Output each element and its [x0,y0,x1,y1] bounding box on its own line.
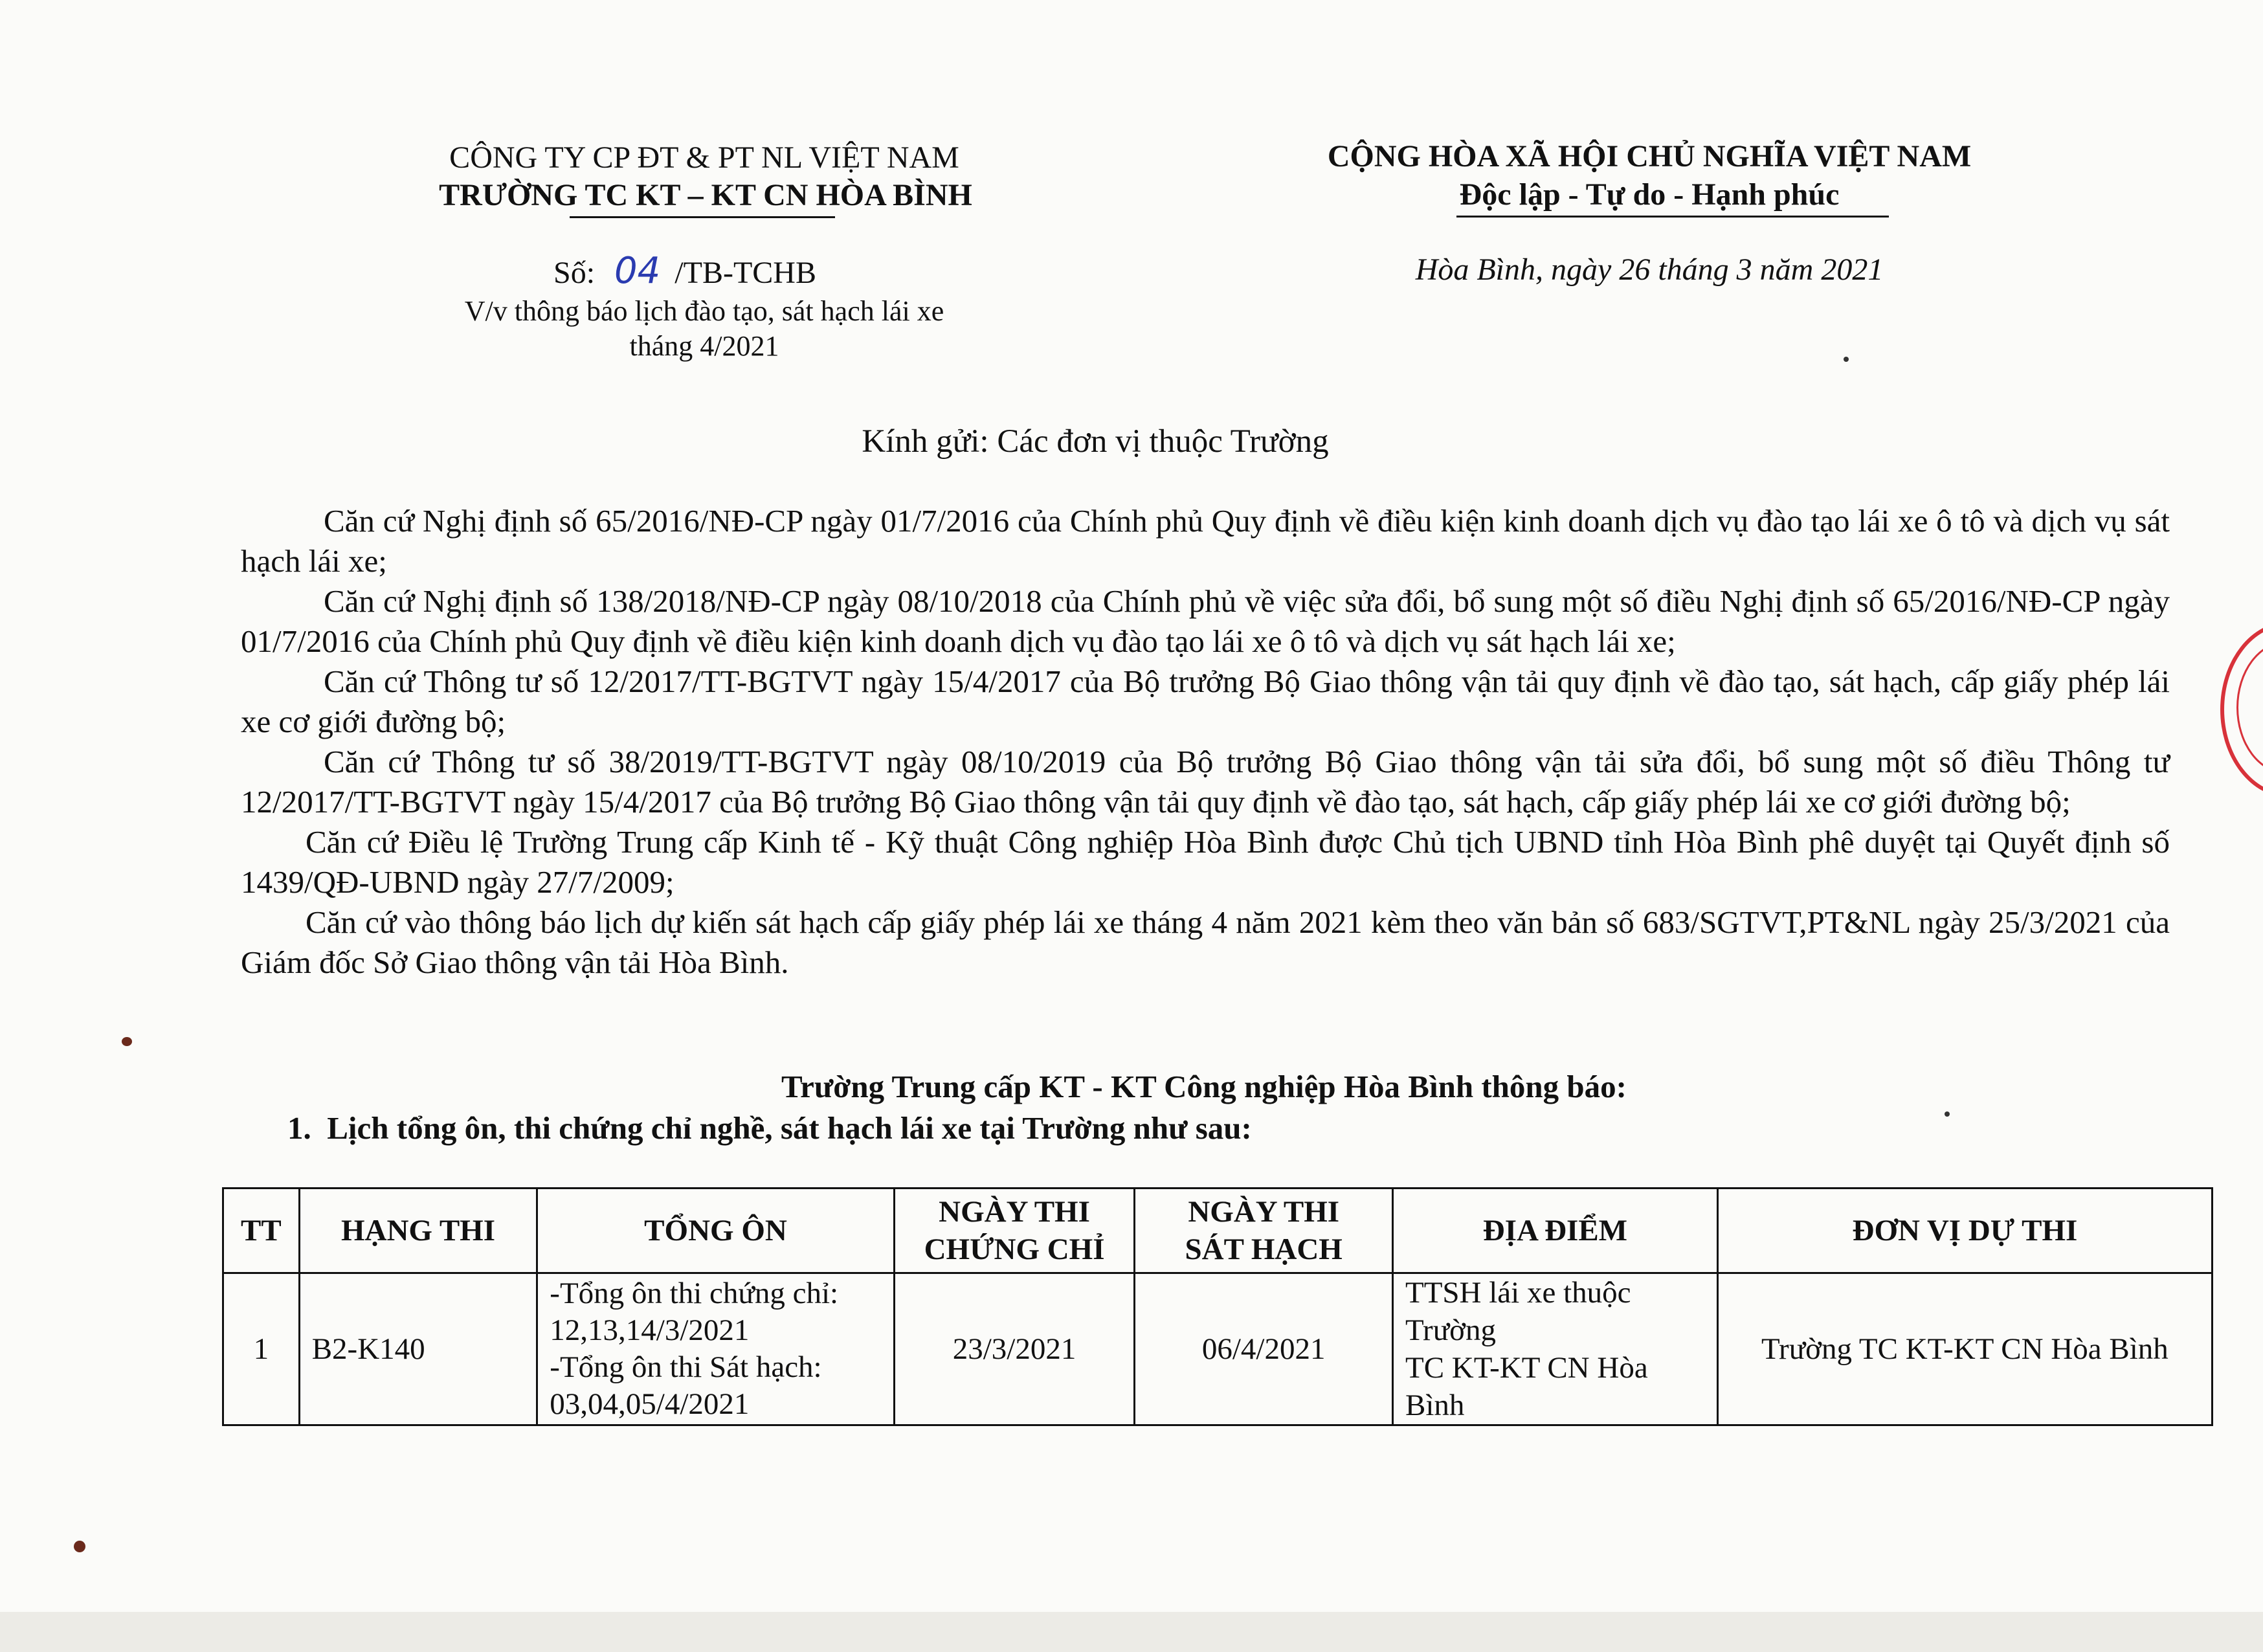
legal-basis-4: Căn cứ Thông tư số 38/2019/TT-BGTVT ngày 08/10/2019 của Bộ trưởng Bộ Giao thông vận tải sửa đổi, bổ sung một số điều Thông tư 12/2017/TT-BGTVT ngày 15/4/2017 của Bộ trưởng Bộ Giao thông vận tải quy định về đào tạo, sát hạch, cấp giấy phép lái xe cơ giới đường bộ; [241,744,2170,820]
subject-line-2: tháng 4/2021 [629,330,779,362]
company-name: CÔNG TY CP ĐT & PT NL VIỆT NAM [449,140,959,175]
cell-tong-on-line-3: -Tổng ôn thi Sát hạch: [550,1350,822,1384]
cell-don-vi: Trường TC KT-KT CN Hòa Bình [1717,1273,2212,1425]
schedule-table [222,1187,2213,1426]
cell-tong-on-line-2: 12,13,14/3/2021 [550,1313,750,1347]
section-1-heading: 1. Lịch tổng ôn, thi chứng chỉ nghề, sát hạch lái xe tại Trường như sau: [287,1110,1252,1146]
school-name: TRƯỜNG TC KT – KT CN HÒA BÌNH [439,178,972,212]
scan-bottom-edge [0,1612,2263,1652]
school-underline [570,216,835,218]
doc-number [553,251,816,293]
table-header-row [223,1189,2213,1273]
col-ngay-thi-sat-hach [1135,1189,1393,1273]
col-tt: TT [223,1189,300,1273]
place-date: Hòa Bình, ngày 26 tháng 3 năm 2021 [1415,252,1884,287]
nation-title: CỘNG HÒA XÃ HỘI CHỦ NGHĨA VIỆT NAM [1327,139,1972,173]
legal-basis-3: Căn cứ Thông tư số 12/2017/TT-BGTVT ngày 15/4/2017 của Bộ trưởng Bộ Giao thông vận tải quy định về đào tạo, sát hạch, cấp giấy phép lái xe cơ giới đường bộ; [241,664,2170,739]
cell-dia-diem-line-1: TTSH lái xe thuộc Trường [1405,1276,1631,1347]
nation-motto: Độc lập - Tự do - Hạnh phúc [1459,177,1840,212]
cell-tt: 1 [223,1273,300,1425]
cell-tong-on [537,1273,894,1425]
legal-basis-2: Căn cứ Nghị định số 138/2018/NĐ-CP ngày 08/10/2018 của Chính phủ về việc sửa đổi, bổ sung một số điều Nghị định số 65/2016/NĐ-CP ngày 01/7/2016 của Chính phủ Quy định về điều kiện kinh doanh dịch vụ đào tạo lái xe ô tô và dịch vụ sát hạch lái xe; [241,583,2170,659]
recipient: Kính gửi: Các đơn vị thuộc Trường [862,423,1329,460]
legal-bases [241,501,2170,983]
col-don-vi: ĐƠN VỊ DỰ THI [1717,1189,2212,1273]
col-ngay-thi-chung-chi-line-2: CHỨNG CHỈ [924,1233,1105,1266]
cell-dia-diem [1392,1273,1717,1425]
col-ngay-thi-sat-hach-line-2: SÁT HẠCH [1185,1233,1343,1266]
col-ngay-thi-chung-chi-line-1: NGÀY THI [939,1195,1090,1229]
cell-ngay-thi-chung-chi: 23/3/2021 [894,1273,1135,1425]
scan-speck [74,1541,85,1552]
motto-underline [1456,216,1889,218]
cell-tong-on-line-1: -Tổng ôn thi chứng chỉ: [550,1277,839,1310]
scan-speck [1844,357,1849,362]
col-dia-diem: ĐỊA ĐIỂM [1392,1189,1717,1273]
legal-basis-1: Căn cứ Nghị định số 65/2016/NĐ-CP ngày 01/7/2016 của Chính phủ Quy định về điều kiện kinh doanh dịch vụ đào tạo lái xe ô tô và dịch vụ sát hạch lái xe; [241,503,2170,579]
legal-basis-5: Căn cứ Điều lệ Trường Trung cấp Kinh tế - Kỹ thuật Công nghiệp Hòa Bình được Chủ tịch UBND tỉnh Hòa Bình phê duyệt tại Quyết định số 1439/QĐ-UBND ngày 27/7/2009; [241,824,2170,900]
cell-dia-diem-line-2: TC KT-KT CN Hòa Bình [1405,1351,1648,1422]
doc-number-prefix: Số: [553,256,596,290]
announce-heading: Trường Trung cấp KT - KT Công nghiệp Hòa Bình thông báo: [781,1069,1627,1104]
col-hang-thi: HẠNG THI [299,1189,537,1273]
col-ngay-thi-chung-chi [894,1189,1135,1273]
col-ngay-thi-sat-hach-line-1: NGÀY THI [1188,1195,1340,1229]
doc-number-value: 04 [614,250,661,292]
cell-tong-on-line-4: 03,04,05/4/2021 [550,1387,750,1421]
cell-hang-thi: B2-K140 [299,1273,537,1425]
scan-speck [122,1037,132,1046]
doc-number-suffix: /TB-TCHB [674,256,816,290]
scan-speck [1945,1111,1950,1117]
col-tong-on: TỔNG ÔN [537,1189,894,1273]
subject-line-1: V/v thông báo lịch đào tạo, sát hạch lái xe [464,295,944,327]
cell-ngay-thi-sat-hach: 06/4/2021 [1135,1273,1393,1425]
table-row [223,1273,2213,1425]
legal-basis-6: Căn cứ vào thông báo lịch dự kiến sát hạch cấp giấy phép lái xe tháng 4 năm 2021 kèm theo văn bản số 683/SGTVT,PT&NL ngày 25/3/2021 của Giám đốc Sở Giao thông vận tải Hòa Bình. [241,904,2170,980]
